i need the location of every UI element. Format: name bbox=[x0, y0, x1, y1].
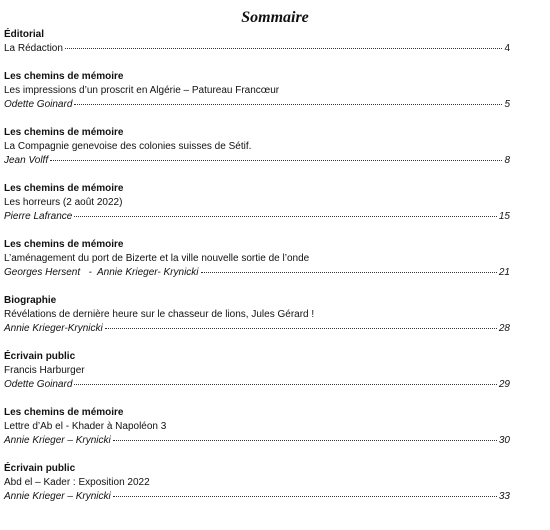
toc-entry bbox=[4, 406, 510, 448]
dot-leader bbox=[65, 48, 503, 49]
toc-entry bbox=[4, 126, 510, 168]
toc-category: Les chemins de mémoire bbox=[4, 71, 124, 82]
toc-page-number: 30 bbox=[498, 435, 510, 446]
toc-author: Georges Hersent - Annie Krieger- Krynicki bbox=[4, 267, 199, 278]
toc-page-number: 5 bbox=[504, 99, 510, 110]
toc-description: Francis Harburger bbox=[4, 365, 85, 376]
toc-entry bbox=[4, 350, 510, 392]
toc-description: La Compagnie genevoise des colonies suisses de Sétif. bbox=[4, 141, 252, 152]
toc-entry bbox=[4, 182, 510, 224]
toc-category: Les chemins de mémoire bbox=[4, 183, 124, 194]
toc-description: Abd el – Kader : Exposition 2022 bbox=[4, 477, 150, 488]
toc-category: Écrivain public bbox=[4, 463, 76, 474]
toc-author: Annie Krieger – Krynicki bbox=[4, 435, 111, 446]
toc-category: Éditorial bbox=[4, 29, 45, 40]
toc-line[interactable] bbox=[4, 42, 510, 56]
toc-category: Écrivain public bbox=[4, 351, 76, 362]
toc-author: Odette Goinard bbox=[4, 379, 73, 390]
toc-author: Pierre Lafrance bbox=[4, 211, 73, 222]
toc-category: Les chemins de mémoire bbox=[4, 127, 124, 138]
toc-page-number: 15 bbox=[498, 211, 510, 222]
toc-category: Les chemins de mémoire bbox=[4, 407, 124, 418]
toc-entry bbox=[4, 462, 510, 504]
toc-page-number: 28 bbox=[498, 323, 510, 334]
toc-description: Les horreurs (2 août 2022) bbox=[4, 197, 123, 208]
toc-entry bbox=[4, 238, 510, 280]
toc-category: Les chemins de mémoire bbox=[4, 239, 124, 250]
toc-page-number: 21 bbox=[498, 267, 510, 278]
dot-leader bbox=[74, 104, 502, 105]
toc-page-number: 33 bbox=[498, 491, 510, 502]
toc-line[interactable] bbox=[4, 490, 510, 504]
toc-author: Annie Krieger – Krynicki bbox=[4, 491, 111, 502]
toc-category: Biographie bbox=[4, 295, 57, 306]
toc-description: Révélations de dernière heure sur le chasseur de lions, Jules Gérard ! bbox=[4, 309, 315, 320]
toc-line[interactable] bbox=[4, 98, 510, 112]
dot-leader bbox=[105, 328, 497, 329]
toc-entry bbox=[4, 294, 510, 336]
toc-line[interactable] bbox=[4, 322, 510, 336]
dot-leader bbox=[113, 496, 497, 497]
toc-page-number: 8 bbox=[504, 155, 510, 166]
toc-author: Odette Goinard bbox=[4, 99, 73, 110]
dot-leader bbox=[201, 272, 497, 273]
dot-leader bbox=[74, 384, 497, 385]
toc-description: L’aménagement du port de Bizerte et la ville nouvelle sortie de l’onde bbox=[4, 253, 310, 264]
toc-author: Annie Krieger-Krynicki bbox=[4, 323, 103, 334]
toc-author: Jean Volff bbox=[4, 155, 49, 166]
dot-leader bbox=[113, 440, 497, 441]
toc-page-number: 29 bbox=[498, 379, 510, 390]
toc-page-number: 4 bbox=[504, 43, 510, 54]
page-title: Sommaire bbox=[241, 9, 309, 26]
toc-line[interactable] bbox=[4, 434, 510, 448]
toc-entry bbox=[4, 70, 510, 112]
toc-line[interactable] bbox=[4, 378, 510, 392]
toc-description: Lettre d’Ab el - Khader à Napoléon 3 bbox=[4, 421, 167, 432]
toc-line[interactable] bbox=[4, 210, 510, 224]
toc-entry-editorial bbox=[4, 28, 510, 56]
toc-line[interactable] bbox=[4, 266, 510, 280]
toc-description: Les impressions d’un proscrit en Algérie – Patureau Francœur bbox=[4, 85, 280, 96]
dot-leader bbox=[74, 216, 497, 217]
toc-line[interactable] bbox=[4, 154, 510, 168]
toc-author: La Rédaction bbox=[4, 43, 63, 54]
dot-leader bbox=[50, 160, 502, 161]
